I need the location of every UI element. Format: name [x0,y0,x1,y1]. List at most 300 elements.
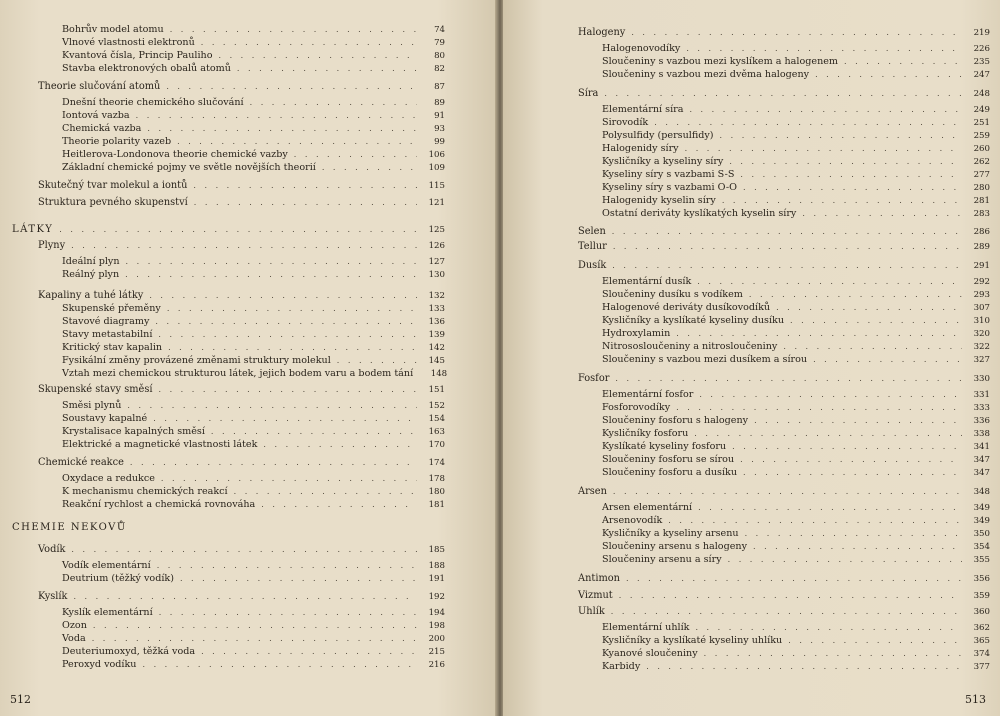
toc-entry-page: 91 [434,111,445,121]
toc-entry-title: Kyslík [38,591,68,602]
dot-leader [201,37,417,49]
toc-entry-title: Elementární síra [602,104,684,115]
toc-entry [62,342,445,354]
toc-entry [62,620,445,632]
toc-entry-page: 247 [973,70,990,80]
toc-entry [602,402,990,414]
toc-entry [602,302,990,314]
dot-leader [126,256,417,268]
toc-entry [602,341,990,353]
toc-entry-title: Sloučeniny arsenu s halogeny [602,541,747,552]
toc-entry [62,368,448,380]
dot-leader [646,661,962,673]
toc-entry-page: 74 [434,25,445,35]
toc-entry [62,162,445,174]
toc-entry-title: Theorie polarity vazeb [62,136,172,147]
toc-entry [62,659,445,671]
dot-leader [754,415,962,427]
toc-entry-page: 327 [973,355,990,365]
dot-leader [93,620,417,632]
toc-entry-page: 121 [428,198,445,208]
toc-entry-page: 292 [973,277,990,287]
toc-entry-page: 136 [428,317,445,327]
toc-entry-title: Elektrické a magnetické vlastnosti látek [62,439,258,450]
dot-leader [194,197,417,209]
toc-entry-page: 280 [973,183,990,193]
toc-entry [12,522,445,534]
dot-leader [237,63,417,75]
toc-entry-page: 132 [428,291,445,301]
dot-leader [159,607,417,619]
dot-leader [743,182,962,194]
toc-entry [62,37,445,49]
toc-entry-title: Ostatní deriváty kyslíkatých kyselin síry [602,208,797,219]
toc-entry-title: Halogeny [578,27,626,38]
toc-entry [602,289,990,301]
toc-entry-title: Fosfor [578,373,610,384]
toc-entry-title: Struktura pevného skupenství [38,197,188,208]
toc-entry [578,27,990,39]
toc-entry-page: 293 [973,290,990,300]
toc-entry [602,208,990,220]
dot-leader [676,328,962,340]
dot-leader [611,606,962,618]
toc-entry-title: Nitrososloučeniny a nitrosloučeniny [602,341,778,352]
toc-entry-title: CHEMIE NEKOVŮ [12,522,127,533]
toc-entry-page: 79 [434,38,445,48]
toc-entry-title: Halogenovodíky [602,43,681,54]
toc-entry [602,622,990,634]
toc-entry [38,591,445,603]
toc-entry-page: 198 [428,621,445,631]
toc-entry-page: 106 [428,150,445,160]
toc-entry-page: 200 [428,634,445,644]
toc-entry [62,303,445,315]
toc-entry-page: 130 [428,270,445,280]
toc-entry-page: 139 [428,330,445,340]
toc-entry-title: Selen [578,226,606,237]
dot-leader [211,426,417,438]
toc-entry-title: Krystalisace kapalných směsí [62,426,205,437]
toc-entry [602,389,990,401]
dot-leader [612,260,962,272]
toc-entry-title: Reakční rychlost a chemická rovnováha [62,499,256,510]
toc-entry [602,130,990,142]
toc-entry [602,143,990,155]
toc-entry [62,560,445,572]
toc-entry [62,473,445,485]
toc-entry-page: 115 [428,181,445,191]
toc-entry-page: 249 [973,105,990,115]
toc-entry [62,149,445,161]
toc-entry-title: Voda [62,633,86,644]
toc-entry [62,633,445,645]
toc-entry-page: 226 [973,44,990,54]
toc-entry-page: 359 [973,591,990,601]
dot-leader [73,591,417,603]
dot-leader [337,355,417,367]
toc-entry-title: Soustavy kapalné [62,413,148,424]
toc-entry [62,50,445,62]
toc-entry [62,646,445,658]
toc-entry [602,276,990,288]
dot-leader [813,354,962,366]
left-page [0,0,497,716]
dot-leader [753,541,962,553]
toc-entry [602,441,990,453]
toc-entry-title: Plyny [38,240,66,251]
dot-leader [844,56,962,68]
toc-entry-page: 219 [973,28,990,38]
toc-entry [602,117,990,129]
toc-entry-title: Ideální plyn [62,256,120,267]
toc-entry-page: 374 [973,649,990,659]
toc-entry-page: 330 [973,374,990,384]
toc-entry-page: 362 [973,623,990,633]
toc-entry-page: 188 [428,561,445,571]
dot-leader [698,502,962,514]
dot-leader [729,156,962,168]
toc-entry [578,486,990,498]
toc-entry-title: Fysikální změny provázené změnami struktury molekul [62,355,331,366]
dot-leader [130,457,417,469]
toc-entry-page: 125 [428,225,445,235]
toc-entry [602,315,990,327]
toc-entry-title: Sloučeniny s vazbou mezi dvěma halogeny [602,69,810,80]
toc-entry-page: 145 [428,356,445,366]
toc-entry [602,415,990,427]
dot-leader [783,341,962,353]
toc-entry [602,354,990,366]
toc-entry-title: Bohrův model atomu [62,24,164,35]
toc-entry [602,182,990,194]
toc-entry-title: Vlnové vlastnosti elektronů [62,37,195,48]
dot-leader [612,226,962,238]
dot-leader [261,499,417,511]
dot-leader [294,149,417,161]
toc-entry [578,88,990,100]
dot-leader [676,402,962,414]
toc-entry-page: 89 [434,98,445,108]
toc-entry-page: 154 [428,414,445,424]
toc-entry-page: 320 [973,329,990,339]
toc-entry [602,554,990,566]
dot-leader [720,130,962,142]
toc-entry [62,63,445,75]
toc-entry-page: 251 [973,118,990,128]
toc-entry-title: Hydroxylamin [602,328,671,339]
toc-entry-title: Oxydace a redukce [62,473,155,484]
toc-entry-page: 350 [973,529,990,539]
toc-entry-title: Vodík elementární [62,560,151,571]
toc-entry [62,486,445,498]
toc-entry-title: Antimon [578,573,620,584]
toc-entry-title: Elementární dusík [602,276,692,287]
dot-leader [704,648,962,660]
dot-leader [127,400,417,412]
toc-entry-title: Sloučeniny dusíku s vodíkem [602,289,743,300]
dot-leader [776,302,962,314]
toc-entry-page: 356 [973,574,990,584]
toc-entry-page: 191 [428,574,445,584]
toc-entry-page: 349 [973,516,990,526]
toc-entry-title: LÁTKY [12,224,54,235]
toc-entry-title: Arsenovodík [602,515,663,526]
toc-entry [602,635,990,647]
toc-entry-page: 333 [973,403,990,413]
toc-entry-title: Kyslík elementární [62,607,153,618]
toc-entry-title: Chemická vazba [62,123,142,134]
toc-entry-title: Deutrium (těžký vodík) [62,573,174,584]
dot-leader [788,635,962,647]
dot-leader [71,240,417,252]
dot-leader [177,136,417,148]
toc-entry-title: Sloučeniny fosforu s halogeny [602,415,749,426]
toc-entry-page: 99 [434,137,445,147]
toc-entry-title: Skutečný tvar molekul a iontů [38,180,188,191]
toc-entry [38,240,445,252]
toc-entry [12,224,445,236]
toc-entry [578,590,990,602]
toc-entry [602,104,990,116]
toc-entry-title: Reálný plyn [62,269,120,280]
toc-entry [38,457,445,469]
toc-entry-title: Uhlík [578,606,605,617]
toc-entry-page: 286 [973,227,990,237]
dot-leader [613,486,962,498]
dot-leader [740,454,962,466]
toc-entry [602,56,990,68]
dot-leader [699,389,962,401]
toc-entry-page: 192 [428,592,445,602]
dot-leader [158,384,417,396]
toc-entry [62,136,445,148]
toc-entry-page: 194 [428,608,445,618]
toc-entry-page: 181 [428,500,445,510]
dot-leader [689,104,962,116]
toc-entry [602,528,990,540]
toc-entry-title: Arsen [578,486,607,497]
toc-entry-title: Kyanové sloučeniny [602,648,698,659]
toc-entry-title: Skupenské přeměny [62,303,161,314]
toc-entry-title: Dnešní theorie chemického slučování [62,97,244,108]
dot-leader [170,24,417,36]
toc-entry-page: 355 [973,555,990,565]
toc-entry [578,373,990,385]
toc-entry-page: 185 [428,545,445,555]
toc-entry [602,541,990,553]
toc-entry-title: Kyseliny síry s vazbami O-O [602,182,737,193]
toc-entry-page: 347 [973,468,990,478]
toc-entry [602,648,990,660]
dot-leader [157,560,417,572]
toc-entry-title: Vztah mezi chemickou strukturou látek, jejich bodem varu a bodem tání [62,368,414,379]
dot-leader [167,303,417,315]
dot-leader [790,315,962,327]
dot-leader [749,289,962,301]
toc-entry-title: Sloučeniny s vazbou mezi kyslíkem a halogenem [602,56,839,67]
toc-entry [602,467,990,479]
toc-entry-title: Iontová vazba [62,110,130,121]
toc-entry-title: Deuteriumoxyd, těžká voda [62,646,196,657]
toc-entry [602,661,990,673]
dot-leader [193,180,417,192]
toc-entry-title: Elementární uhlík [602,622,690,633]
toc-entry [62,400,445,412]
toc-entry-title: Fosforovodíky [602,402,671,413]
toc-entry-page: 80 [434,51,445,61]
dot-leader [604,88,962,100]
dot-leader [654,117,962,129]
dot-leader [322,162,417,174]
toc-entry [578,606,990,618]
toc-entry-page: 336 [973,416,990,426]
toc-entry-title: Kyslíkaté kyseliny fosforu [602,441,727,452]
toc-entry-page: 174 [428,458,445,468]
right-page [503,0,1000,716]
toc-entry [602,328,990,340]
dot-leader [743,467,962,479]
toc-entry-page: 180 [428,487,445,497]
toc-entry-title: Kritický stav kapalin [62,342,163,353]
toc-entry-page: 348 [973,487,990,497]
toc-entry-title: Tellur [578,241,607,252]
toc-entry-page: 170 [428,440,445,450]
toc-entry [62,329,445,341]
dot-leader [695,622,962,634]
toc-entry-page: 163 [428,427,445,437]
toc-entry [602,156,990,168]
toc-entry [62,413,445,425]
toc-entry-page: 283 [973,209,990,219]
toc-entry-page: 307 [973,303,990,313]
toc-entry [602,43,990,55]
toc-entry [38,180,445,192]
dot-leader [219,50,418,62]
toc-entry-page: 365 [973,636,990,646]
toc-entry [578,226,990,238]
toc-entry [62,269,445,281]
toc-entry-page: 152 [428,401,445,411]
toc-entry-page: 248 [973,89,990,99]
dot-leader [180,573,417,585]
toc-entry-page: 338 [973,429,990,439]
toc-entry-title: Kvantová čísla, Princip Pauliho [62,50,213,61]
toc-entry-page: 354 [973,542,990,552]
toc-entry-title: Arsen elementární [602,502,693,513]
toc-entry-page: 281 [973,196,990,206]
dot-leader [263,439,417,451]
toc-entry-page: 259 [973,131,990,141]
dot-leader [166,81,417,93]
dot-leader [619,590,962,602]
toc-entry-page: 216 [428,660,445,670]
toc-entry [578,573,990,585]
dot-leader [694,428,962,440]
dot-leader [745,528,962,540]
dot-leader [161,473,417,485]
toc-entry-page: 262 [973,157,990,167]
dot-leader [149,290,417,302]
toc-entry [38,290,445,302]
toc-entry [62,316,445,328]
toc-entry-title: Karbidy [602,661,641,672]
dot-leader [697,276,962,288]
toc-entry [62,499,445,511]
toc-entry [578,260,990,272]
toc-entry-title: Sirovodík [602,117,649,128]
toc-entry-title: Sloučeniny s vazbou mezi dusíkem a sírou [602,354,808,365]
dot-leader [147,123,417,135]
toc-entry [602,169,990,181]
toc-entry-title: Kysličníky a kyseliny síry [602,156,724,167]
dot-leader [685,143,962,155]
toc-entry-title: Ozon [62,620,87,631]
toc-entry-title: Kysličníky a kyslíkaté kyseliny uhlíku [602,635,783,646]
toc-entry-title: Peroxyd vodíku [62,659,137,670]
toc-entry [602,69,990,81]
toc-entry-page: 310 [973,316,990,326]
toc-entry-title: Stavy metastabilní [62,329,153,340]
toc-entry-page: 349 [973,503,990,513]
dot-leader [59,224,417,236]
toc-entry [38,81,445,93]
toc-entry-title: Heitlerova-Londonova theorie chemické vazby [62,149,288,160]
dot-leader [631,27,962,39]
toc-entry-page: 87 [434,82,445,92]
dot-leader [613,241,962,253]
page-number: 512 [10,693,31,706]
toc-entry-page: 93 [434,124,445,134]
toc-entry [602,502,990,514]
toc-entry [602,195,990,207]
dot-leader [250,97,417,109]
toc-entry-title: Síra [578,88,599,99]
toc-entry-title: Kysličníky fosforu [602,428,689,439]
toc-entry-page: 148 [430,369,448,379]
toc-entry-title: Halogenidy kyselin síry [602,195,716,206]
toc-entry [62,426,445,438]
toc-entry-page: 291 [973,261,990,271]
toc-entry-title: Kysličníky a kyslíkaté kyseliny dusíku [602,315,785,326]
dot-leader [668,515,962,527]
toc-entry-page: 133 [428,304,445,314]
dot-leader [728,554,962,566]
toc-entry [62,110,445,122]
dot-leader [626,573,962,585]
toc-entry-page: 377 [973,662,990,672]
toc-entry-title: Elementární fosfor [602,389,694,400]
dot-leader [153,413,417,425]
toc-entry [602,454,990,466]
dot-leader [732,441,962,453]
toc-entry [38,197,445,209]
toc-entry [62,607,445,619]
page-number: 513 [965,693,986,706]
toc-entry [62,439,445,451]
dot-leader [136,110,417,122]
toc-entry [62,97,445,109]
toc-entry-page: 142 [428,343,445,353]
toc-entry-page: 109 [428,163,445,173]
dot-leader [201,646,417,658]
toc-entry-title: Základní chemické pojmy ve světle novějších theorií [62,162,316,173]
toc-entry-title: Chemické reakce [38,457,124,468]
toc-entry-title: Halogenové deriváty dusíkovodíků [602,302,771,313]
toc-entry-page: 178 [428,474,445,484]
toc-entry [602,428,990,440]
toc-entry-title: Sloučeniny arsenu a síry [602,554,722,565]
